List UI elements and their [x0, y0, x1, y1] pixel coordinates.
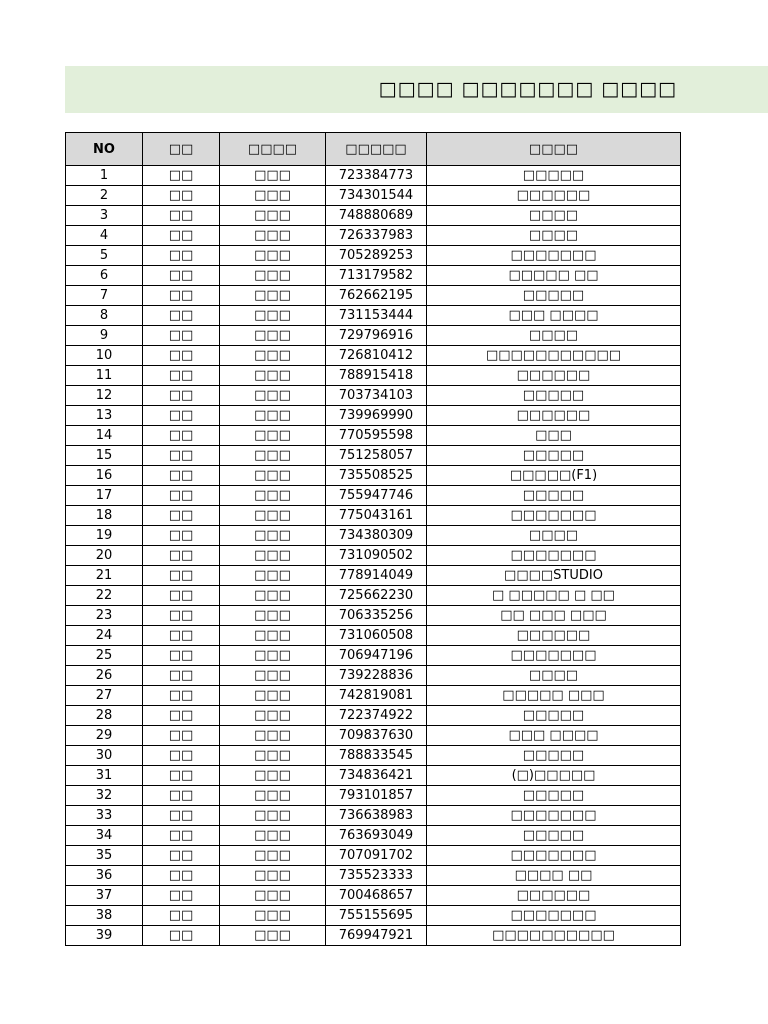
table-row — [66, 766, 681, 786]
cell-no: 4 — [66, 226, 143, 246]
cell-col-2: □□ — [143, 906, 220, 926]
cell-col-3: □□□ — [220, 186, 326, 206]
cell-no: 35 — [66, 846, 143, 866]
table-row — [66, 346, 681, 366]
table-body — [66, 166, 681, 946]
table-row — [66, 466, 681, 486]
cell-col-2: □□ — [143, 546, 220, 566]
cell-col-3: □□□ — [220, 826, 326, 846]
table-row — [66, 286, 681, 306]
cell-col-3: □□□ — [220, 886, 326, 906]
cell-name: □□□□□□ — [427, 406, 681, 426]
cell-col-2: □□ — [143, 886, 220, 906]
cell-name: □□□□□□□□□□□ — [427, 346, 681, 366]
cell-no: 29 — [66, 726, 143, 746]
cell-col-2: □□ — [143, 486, 220, 506]
cell-col-3: □□□ — [220, 286, 326, 306]
cell-no: 14 — [66, 426, 143, 446]
cell-col-2: □□ — [143, 786, 220, 806]
cell-no: 18 — [66, 506, 143, 526]
cell-col-2: □□ — [143, 206, 220, 226]
table-row — [66, 386, 681, 406]
cell-number: 751258057 — [326, 446, 427, 466]
cell-col-2: □□ — [143, 226, 220, 246]
cell-name: □□□□□□□ — [427, 906, 681, 926]
cell-col-2: □□ — [143, 646, 220, 666]
cell-number: 703734103 — [326, 386, 427, 406]
cell-number: 731090502 — [326, 546, 427, 566]
cell-no: 12 — [66, 386, 143, 406]
cell-name: □□□ □□□□ — [427, 306, 681, 326]
cell-name: □□□□□□□ — [427, 846, 681, 866]
header-col-3: □□□□ — [220, 133, 326, 166]
cell-no: 38 — [66, 906, 143, 926]
cell-number: 793101857 — [326, 786, 427, 806]
cell-col-2: □□ — [143, 726, 220, 746]
title-band — [65, 66, 768, 113]
table-row — [66, 786, 681, 806]
cell-col-2: □□ — [143, 286, 220, 306]
table-row — [66, 586, 681, 606]
cell-name: □□□□ — [427, 526, 681, 546]
cell-col-2: □□ — [143, 566, 220, 586]
cell-no: 36 — [66, 866, 143, 886]
cell-col-3: □□□ — [220, 686, 326, 706]
cell-number: 748880689 — [326, 206, 427, 226]
cell-no: 23 — [66, 606, 143, 626]
cell-no: 31 — [66, 766, 143, 786]
cell-col-3: □□□ — [220, 346, 326, 366]
cell-name: □□□□□ — [427, 746, 681, 766]
cell-no: 17 — [66, 486, 143, 506]
table-row — [66, 446, 681, 466]
cell-number: 770595598 — [326, 426, 427, 446]
cell-name: □□□□□(F1) — [427, 466, 681, 486]
document-title: □□□□ □□□□□□□ □□□□ — [378, 78, 677, 100]
cell-number: 788915418 — [326, 366, 427, 386]
roster-table — [65, 132, 681, 946]
cell-col-3: □□□ — [220, 646, 326, 666]
cell-number: 735523333 — [326, 866, 427, 886]
cell-no: 22 — [66, 586, 143, 606]
cell-col-2: □□ — [143, 366, 220, 386]
cell-col-2: □□ — [143, 586, 220, 606]
table-row — [66, 886, 681, 906]
cell-number: 739969990 — [326, 406, 427, 426]
cell-col-2: □□ — [143, 406, 220, 426]
cell-name: □□□□□□ — [427, 186, 681, 206]
cell-col-3: □□□ — [220, 426, 326, 446]
cell-name: □□□ — [427, 426, 681, 446]
table-row — [66, 706, 681, 726]
cell-col-2: □□ — [143, 866, 220, 886]
cell-col-3: □□□ — [220, 366, 326, 386]
cell-col-2: □□ — [143, 666, 220, 686]
cell-number: 736638983 — [326, 806, 427, 826]
table-row — [66, 266, 681, 286]
cell-col-2: □□ — [143, 246, 220, 266]
cell-col-2: □□ — [143, 926, 220, 946]
cell-no: 16 — [66, 466, 143, 486]
table-row — [66, 326, 681, 346]
table-row — [66, 686, 681, 706]
cell-no: 26 — [66, 666, 143, 686]
cell-col-2: □□ — [143, 166, 220, 186]
cell-number: 755155695 — [326, 906, 427, 926]
cell-col-3: □□□ — [220, 326, 326, 346]
table-row — [66, 226, 681, 246]
cell-number: 778914049 — [326, 566, 427, 586]
table-row — [66, 206, 681, 226]
table-row — [66, 506, 681, 526]
table-row — [66, 666, 681, 686]
cell-col-3: □□□ — [220, 846, 326, 866]
cell-col-3: □□□ — [220, 206, 326, 226]
cell-no: 27 — [66, 686, 143, 706]
cell-name: (□)□□□□□ — [427, 766, 681, 786]
cell-number: 726810412 — [326, 346, 427, 366]
cell-name: □□□□ □□ — [427, 866, 681, 886]
cell-name: □□□□□ — [427, 166, 681, 186]
cell-number: 734301544 — [326, 186, 427, 206]
cell-no: 5 — [66, 246, 143, 266]
header-row — [66, 133, 681, 166]
cell-number: 742819081 — [326, 686, 427, 706]
table-row — [66, 806, 681, 826]
cell-name: □□□□□ — [427, 446, 681, 466]
table-row — [66, 926, 681, 946]
table-row — [66, 566, 681, 586]
cell-col-3: □□□ — [220, 746, 326, 766]
cell-no: 10 — [66, 346, 143, 366]
cell-number: 731060508 — [326, 626, 427, 646]
cell-number: 755947746 — [326, 486, 427, 506]
cell-col-3: □□□ — [220, 586, 326, 606]
cell-number: 700468657 — [326, 886, 427, 906]
cell-col-2: □□ — [143, 826, 220, 846]
cell-name: □□□□□□□□□□ — [427, 926, 681, 946]
cell-no: 11 — [66, 366, 143, 386]
table-row — [66, 166, 681, 186]
table-row — [66, 626, 681, 646]
cell-col-3: □□□ — [220, 666, 326, 686]
table-row — [66, 846, 681, 866]
cell-col-3: □□□ — [220, 266, 326, 286]
cell-col-2: □□ — [143, 806, 220, 826]
cell-no: 21 — [66, 566, 143, 586]
cell-col-2: □□ — [143, 306, 220, 326]
cell-number: 769947921 — [326, 926, 427, 946]
cell-col-2: □□ — [143, 466, 220, 486]
header-no: NO — [66, 133, 143, 166]
cell-col-3: □□□ — [220, 926, 326, 946]
cell-number: 734836421 — [326, 766, 427, 786]
cell-no: 25 — [66, 646, 143, 666]
table-row — [66, 646, 681, 666]
cell-no: 7 — [66, 286, 143, 306]
cell-col-2: □□ — [143, 346, 220, 366]
cell-number: 735508525 — [326, 466, 427, 486]
cell-name: □□□□STUDIO — [427, 566, 681, 586]
cell-col-3: □□□ — [220, 466, 326, 486]
table-row — [66, 406, 681, 426]
cell-col-3: □□□ — [220, 906, 326, 926]
cell-number: 706335256 — [326, 606, 427, 626]
cell-col-3: □□□ — [220, 406, 326, 426]
cell-col-3: □□□ — [220, 166, 326, 186]
cell-number: 726337983 — [326, 226, 427, 246]
cell-col-2: □□ — [143, 426, 220, 446]
cell-col-2: □□ — [143, 446, 220, 466]
cell-no: 33 — [66, 806, 143, 826]
cell-name: □□□□□□□ — [427, 506, 681, 526]
cell-col-2: □□ — [143, 686, 220, 706]
cell-no: 19 — [66, 526, 143, 546]
cell-no: 30 — [66, 746, 143, 766]
cell-col-3: □□□ — [220, 226, 326, 246]
cell-number: 705289253 — [326, 246, 427, 266]
cell-name: □□□□□ □□□ — [427, 686, 681, 706]
cell-no: 37 — [66, 886, 143, 906]
cell-col-2: □□ — [143, 386, 220, 406]
table-row — [66, 726, 681, 746]
cell-col-3: □□□ — [220, 486, 326, 506]
cell-col-3: □□□ — [220, 866, 326, 886]
cell-col-3: □□□ — [220, 786, 326, 806]
table-row — [66, 486, 681, 506]
table-row — [66, 306, 681, 326]
cell-col-2: □□ — [143, 706, 220, 726]
table-row — [66, 526, 681, 546]
cell-name: □□□□□ □□ — [427, 266, 681, 286]
cell-name: □□□□□ — [427, 386, 681, 406]
cell-number: 723384773 — [326, 166, 427, 186]
cell-name: □□ □□□ □□□ — [427, 606, 681, 626]
cell-col-3: □□□ — [220, 626, 326, 646]
cell-name: □□□□□ — [427, 286, 681, 306]
table-row — [66, 826, 681, 846]
cell-number: 709837630 — [326, 726, 427, 746]
cell-col-3: □□□ — [220, 706, 326, 726]
cell-col-2: □□ — [143, 526, 220, 546]
cell-no: 3 — [66, 206, 143, 226]
cell-number: 734380309 — [326, 526, 427, 546]
cell-no: 20 — [66, 546, 143, 566]
cell-number: 729796916 — [326, 326, 427, 346]
cell-number: 739228836 — [326, 666, 427, 686]
cell-col-3: □□□ — [220, 446, 326, 466]
cell-col-3: □□□ — [220, 246, 326, 266]
cell-name: □□□□□ — [427, 486, 681, 506]
cell-col-2: □□ — [143, 626, 220, 646]
cell-name: □□□□□□□ — [427, 246, 681, 266]
cell-col-3: □□□ — [220, 606, 326, 626]
cell-name: □□□□□ — [427, 706, 681, 726]
cell-number: 763693049 — [326, 826, 427, 846]
cell-no: 1 — [66, 166, 143, 186]
cell-number: 775043161 — [326, 506, 427, 526]
cell-col-3: □□□ — [220, 306, 326, 326]
header-col-4: □□□□□ — [326, 133, 427, 166]
cell-no: 8 — [66, 306, 143, 326]
table-row — [66, 546, 681, 566]
cell-no: 39 — [66, 926, 143, 946]
table-row — [66, 246, 681, 266]
cell-name: □□□□ — [427, 226, 681, 246]
cell-name: □□□□□□□ — [427, 806, 681, 826]
header-col-2: □□ — [143, 133, 220, 166]
cell-name: □□□□□ — [427, 826, 681, 846]
cell-no: 24 — [66, 626, 143, 646]
cell-no: 9 — [66, 326, 143, 346]
cell-col-2: □□ — [143, 266, 220, 286]
cell-no: 32 — [66, 786, 143, 806]
table-row — [66, 366, 681, 386]
cell-col-2: □□ — [143, 846, 220, 866]
cell-name: □□□□□□ — [427, 626, 681, 646]
cell-number: 725662230 — [326, 586, 427, 606]
cell-name: □□□□ — [427, 666, 681, 686]
cell-name: □ □□□□□ □ □□ — [427, 586, 681, 606]
cell-number: 713179582 — [326, 266, 427, 286]
cell-number: 762662195 — [326, 286, 427, 306]
cell-col-3: □□□ — [220, 766, 326, 786]
table-row — [66, 186, 681, 206]
cell-name: □□□□□□ — [427, 886, 681, 906]
cell-col-2: □□ — [143, 186, 220, 206]
table-row — [66, 426, 681, 446]
cell-col-2: □□ — [143, 506, 220, 526]
cell-number: 706947196 — [326, 646, 427, 666]
cell-name: □□□□□ — [427, 786, 681, 806]
cell-number: 722374922 — [326, 706, 427, 726]
cell-number: 788833545 — [326, 746, 427, 766]
cell-col-3: □□□ — [220, 806, 326, 826]
cell-no: 2 — [66, 186, 143, 206]
cell-col-3: □□□ — [220, 526, 326, 546]
cell-name: □□□ □□□□ — [427, 726, 681, 746]
cell-name: □□□□□□□ — [427, 646, 681, 666]
cell-col-3: □□□ — [220, 546, 326, 566]
header-col-5: □□□□ — [427, 133, 681, 166]
table-row — [66, 866, 681, 886]
cell-no: 15 — [66, 446, 143, 466]
cell-name: □□□□□□□ — [427, 546, 681, 566]
cell-col-2: □□ — [143, 766, 220, 786]
cell-no: 34 — [66, 826, 143, 846]
table-row — [66, 606, 681, 626]
table-row — [66, 746, 681, 766]
cell-no: 13 — [66, 406, 143, 426]
cell-col-2: □□ — [143, 746, 220, 766]
cell-no: 6 — [66, 266, 143, 286]
cell-col-2: □□ — [143, 606, 220, 626]
cell-col-3: □□□ — [220, 566, 326, 586]
table-row — [66, 906, 681, 926]
cell-number: 731153444 — [326, 306, 427, 326]
cell-name: □□□□□□ — [427, 366, 681, 386]
cell-col-3: □□□ — [220, 386, 326, 406]
cell-col-3: □□□ — [220, 506, 326, 526]
cell-name: □□□□ — [427, 326, 681, 346]
cell-no: 28 — [66, 706, 143, 726]
cell-col-2: □□ — [143, 326, 220, 346]
cell-col-3: □□□ — [220, 726, 326, 746]
cell-number: 707091702 — [326, 846, 427, 866]
cell-name: □□□□ — [427, 206, 681, 226]
